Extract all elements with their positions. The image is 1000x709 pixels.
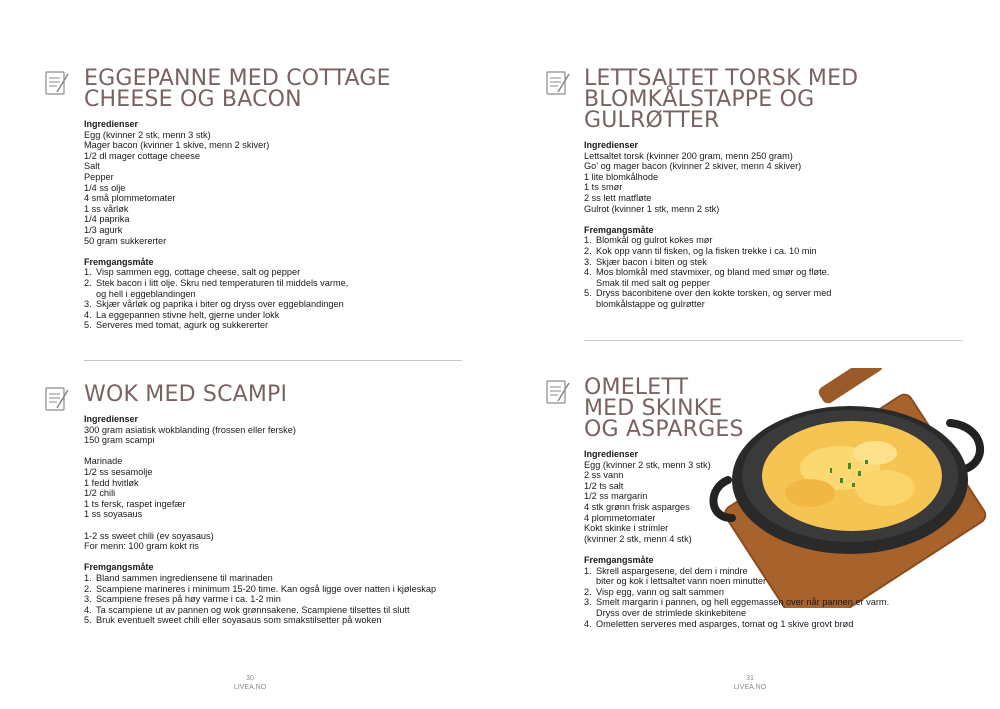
method-heading: Fremgangsmåte [584, 224, 654, 235]
method-step: 4. Ta scampiene ut av pannen og wok grønnsakene. Scampiene tilsettes til slutt [84, 604, 410, 615]
ingredient: Egg (kvinner 2 stk, menn 3 stk) [584, 459, 711, 470]
ingredient: 1/4 ss olje [84, 182, 126, 193]
method-step: 5. Bruk eventuelt sweet chili eller soyasaus som smakstilsetter på woken [84, 615, 382, 626]
method-steps [584, 235, 858, 309]
recipe-wok-scampi [84, 384, 436, 626]
ingredient: 1 ss soyasaus [84, 509, 143, 520]
method-heading: Fremgangsmåte [84, 562, 154, 573]
ingredient: 1/2 ss margarin [584, 491, 648, 502]
ingredient: 1/4 paprika [84, 214, 130, 225]
method-heading: Fremgangsmåte [84, 256, 154, 267]
ingredient: 300 gram asiatisk wokblanding (frossen eller ferske) [84, 424, 296, 435]
page-number: 30 [246, 675, 254, 682]
ingredient: 1/2 chili [84, 488, 116, 499]
ingredient: Lettsaltet torsk (kvinner 200 gram, menn 250 gram) [584, 150, 793, 161]
ingredients-list [84, 425, 436, 552]
ingredient: 1 ss vårløk [84, 203, 129, 214]
ingredient: Pepper [84, 171, 114, 182]
method-steps [84, 573, 436, 626]
method-step: 5. Dryss baconbitene over den kokte torsken, og server med blomkålstappe og gulrøtter [584, 288, 832, 309]
recipe-notepad-icon [44, 68, 70, 98]
ingredient: Marinade [84, 456, 123, 467]
ingredients-list [584, 151, 858, 215]
ingredients-heading: Ingredienser [584, 140, 639, 150]
ingredients-heading: Ingredienser [84, 119, 139, 129]
recipe-title: WOK MED SCAMPI [84, 382, 288, 407]
method-step: 1. Blomkål og gulrot kokes mør [584, 235, 713, 246]
method-step: 1. Skrell aspargesene, del dem i mindre biter og kok i lettsaltet vann noen minutter [584, 565, 767, 587]
ingredient: 4 stk grønn frisk asparges [584, 501, 690, 512]
ingredient: (kvinner 2 stk, menn 4 stk) [584, 533, 692, 544]
recipe-title: EGGEPANNE MED COTTAGE CHEESE OG BACON [84, 66, 391, 112]
method-step: 3. Skjær vårløk og paprika i biter og dryss over eggeblandingen [84, 299, 344, 310]
ingredient: Egg (kvinner 2 stk, menn 3 stk) [84, 129, 211, 140]
method-steps [84, 267, 391, 331]
recipe-notepad-icon [44, 384, 70, 414]
page-number: 31 [746, 675, 754, 682]
ingredient: 1/3 agurk [84, 224, 123, 235]
method-step: 2. Stek bacon i litt olje. Skru ned temperaturen til middels varme, og hell i eggeblandingen [84, 277, 349, 299]
recipe-title: OMELETT MED SKINKE OG ASPARGES [584, 375, 744, 442]
method-step: 3. Smelt margarin i pannen, og hell eggemassen over når pannen er varm. Dryss over de strimlede skinkebitene [584, 597, 890, 618]
method-step: 4. La eggepannen stivne helt, gjerne under lokk [84, 309, 280, 320]
ingredient: Gulrot (kvinner 1 stk, menn 2 stk) [584, 203, 720, 214]
method-step: 2. Kok opp vann til fisken, og la fisken trekke i ca. 10 min [584, 245, 817, 256]
method-step: 1. Bland sammen ingrediensene til marinaden [84, 572, 273, 583]
method-step: 3. Skjær bacon i biten og stek [584, 256, 707, 267]
recipe-title: LETTSALTET TORSK MED BLOMKÅLSTAPPE OG GULRØTTER [584, 66, 859, 133]
ingredient: 1 ts fersk, raspet ingefær [84, 498, 186, 509]
method-step: 4. Omeletten serveres med asparges, tomat og 1 skive grovt brød [584, 618, 854, 629]
recipe-omelett [584, 377, 889, 629]
recipe-eggepanne [84, 68, 391, 331]
ingredient: 1/2 ss sesamolje [84, 466, 153, 477]
method-step: 2. Visp egg, vann og salt sammen [584, 586, 725, 597]
ingredients-list [84, 130, 391, 247]
method-step: 2. Scampiene marineres i minimum 15-20 time. Kan også ligge over natten i kjøleskap [84, 583, 437, 594]
page-footer-left [220, 674, 280, 692]
method-heading: Fremgangsmåte [584, 554, 654, 565]
method-step: 4. Mos blomkål med stavmixer, og bland med smør og fløte. Smak til med salt og pepper [584, 267, 830, 288]
ingredient: 1 lite blomkålhode [584, 171, 659, 182]
ingredient: 1 ts smør [584, 182, 623, 193]
ingredient: Salt [84, 161, 100, 172]
ingredient: 4 plommetomater [584, 512, 656, 523]
divider [584, 340, 962, 341]
ingredient: For menn: 100 gram kokt ris [84, 541, 199, 552]
ingredient: 1/2 ts salt [584, 480, 624, 491]
divider [84, 360, 462, 361]
site-name: LIVEA.NO [733, 684, 767, 691]
ingredient: 1/2 dl mager cottage cheese [84, 150, 200, 161]
page-footer-right [720, 674, 780, 692]
ingredient: Mager bacon (kvinner 1 skive, menn 2 skiver) [84, 140, 270, 151]
method-step: 3. Scampiene freses på høy varme i ca. 1-2 min [84, 594, 281, 605]
recipe-notepad-icon [545, 68, 571, 98]
method-step: 1. Visp sammen egg, cottage cheese, salt og pepper [84, 267, 301, 278]
recipe-lettsaltet-torsk [584, 68, 858, 310]
recipe-notepad-icon [545, 377, 571, 407]
ingredient: 150 gram scampi [84, 435, 155, 446]
method-step: 5. Serveres med tomat, agurk og sukkererter [84, 320, 269, 331]
ingredients-heading: Ingredienser [84, 414, 139, 424]
ingredient: 1-2 ss sweet chili (ev soyasaus) [84, 530, 214, 541]
ingredients-list [584, 460, 889, 545]
ingredient: 50 gram sukkererter [84, 235, 167, 246]
ingredients-heading: Ingredienser [584, 449, 639, 459]
ingredient: 4 små plommetomater [84, 193, 176, 204]
ingredient: 2 ss lett matfløte [584, 192, 652, 203]
site-name: LIVEA.NO [233, 684, 267, 691]
ingredient: 1 fedd hvitløk [84, 477, 139, 488]
method-steps [584, 566, 889, 630]
ingredient: 2 ss vann [584, 470, 624, 481]
ingredient: Go' og mager bacon (kvinner 2 skiver, menn 4 skiver) [584, 161, 802, 172]
ingredient: Kokt skinke i strimler [584, 523, 669, 534]
